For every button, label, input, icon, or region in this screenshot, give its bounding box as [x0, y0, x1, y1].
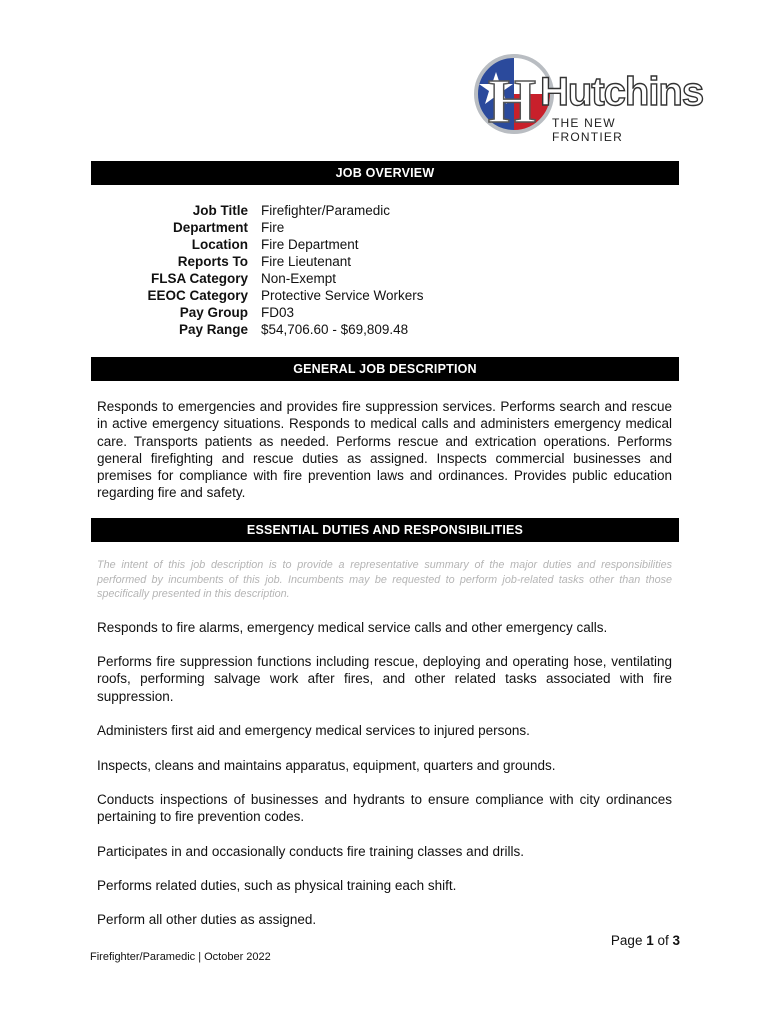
overview-row-job-title	[91, 202, 679, 219]
page-of: of	[653, 933, 673, 948]
overview-label: Pay Group	[179, 305, 248, 320]
general-description-header: GENERAL JOB DESCRIPTION	[91, 357, 679, 381]
overview-value: $54,706.60 - $69,809.48	[261, 322, 409, 337]
duty-item: Perform all other duties as assigned.	[97, 912, 317, 927]
svg-text:H: H	[487, 68, 537, 136]
overview-label: EEOC Category	[147, 288, 248, 303]
job-overview-header: JOB OVERVIEW	[91, 161, 679, 185]
duty-item: Responds to fire alarms, emergency medical service calls and other emergency calls.	[97, 620, 608, 635]
duty-item: Participates in and occasionally conducts fire training classes and drills.	[97, 844, 524, 859]
overview-row-pay-group	[91, 304, 679, 321]
overview-value: Fire	[261, 220, 285, 235]
page-number	[611, 933, 680, 948]
page-current: 1	[646, 933, 654, 948]
page-prefix: Page	[610, 933, 647, 948]
duty-item: Inspects, cleans and maintains apparatus, equipment, quarters and grounds.	[97, 758, 556, 773]
overview-row-location	[91, 236, 679, 253]
intent-disclaimer: The intent of this job description is to provide a representative summary of the major duties and responsibilities performed by incumbents of this job. Incumbents may be requested to perform job-related tasks other than those specifically presented in this description.	[97, 559, 672, 600]
overview-row-department	[91, 219, 679, 236]
overview-label: FLSA Category	[150, 271, 248, 286]
overview-value: Firefighter/Paramedic	[261, 203, 391, 218]
job-overview-table	[91, 202, 679, 338]
essential-duties-header: ESSENTIAL DUTIES AND RESPONSIBILITIES	[91, 518, 679, 542]
footer-text: Firefighter/Paramedic | October 2022	[90, 951, 271, 963]
hutchins-logo	[472, 48, 704, 144]
duty-item: Conducts inspections of businesses and hydrants to ensure compliance with city ordinances pertaining to fire prevention codes.	[97, 792, 672, 825]
overview-value: Non-Exempt	[261, 271, 337, 286]
logo-tagline: THE NEW FRONTIER	[552, 116, 623, 144]
overview-value: Fire Lieutenant	[261, 254, 352, 269]
logo-wordmark: Hutchins	[540, 70, 704, 114]
overview-value: Fire Department	[261, 237, 359, 252]
overview-value: Protective Service Workers	[261, 288, 424, 303]
overview-label: Department	[172, 220, 248, 235]
overview-label: Reports To	[177, 254, 248, 269]
duty-item: Administers first aid and emergency medical services to injured persons.	[97, 723, 530, 738]
overview-row-eeoc	[91, 287, 679, 304]
overview-row-pay-range	[91, 321, 679, 338]
overview-row-flsa	[91, 270, 679, 287]
overview-value: FD03	[261, 305, 295, 320]
page-total: 3	[672, 933, 680, 948]
general-description-text: Responds to emergencies and provides fire suppression services. Performs search and rescue in active emergency situations. Responds to medical calls and administers emergency medical care. Transports patients as needed. Performs rescue and extrication operations. Performs general firefighting and rescue duties as assigned. Inspects commercial businesses and premises for compliance with fire prevention laws and ordinances. Provides public education regarding fire and safety.	[97, 399, 672, 501]
overview-row-reports-to	[91, 253, 679, 270]
duty-item: Performs related duties, such as physical training each shift.	[97, 878, 457, 893]
overview-label: Job Title	[192, 203, 248, 218]
overview-label: Location	[191, 237, 248, 252]
duty-item: Performs fire suppression functions including rescue, deploying and operating hose, ventilating roofs, performing salvage work after fires, and other related tasks associated with fire suppression.	[97, 654, 672, 704]
overview-label: Pay Range	[178, 322, 248, 337]
